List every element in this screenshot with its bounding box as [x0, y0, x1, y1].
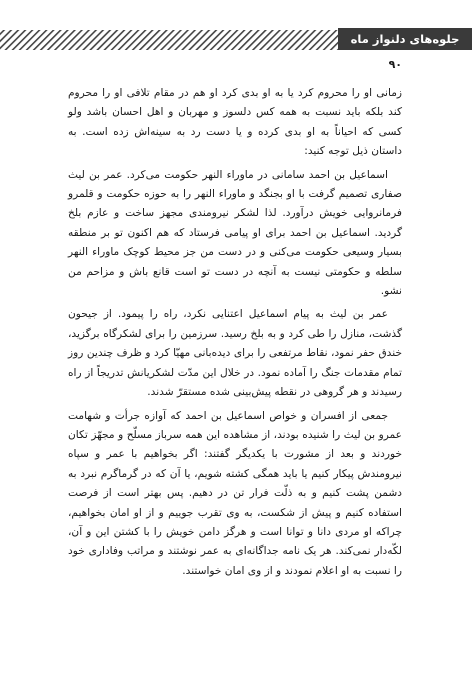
body-text [68, 84, 402, 585]
running-header [0, 26, 472, 54]
paragraph: اسماعیل بن احمد سامانی در ماوراء النهر حکومت می‌کرد. عمر بن لیث صفاری تصمیم گرفت با او بجنگد و ماوراء النهر را به حوزه حکومت و قلمرو فرمانروایی خویش درآورد. لذا لشکر نیرومندی مجهز ساخت و عازم بلخ گردید. اسماعیل بن احمد برای او پیامی فرستاد که هم اکنون تو بر منطقه بسیار وسیعی حکومت می‌کنی و در دست من جز محیط کوچک ماوراء النهر سلطه و حکومتی نیست به آنچه در دست تو است قانع باش و مزاحم من نشو. [68, 168, 402, 298]
paragraph: عمر بن لیث به پیام اسماعیل اعتنایی نکرد، راه را پیمود. از جیحون گذشت، منازل را طی کرد و به بلخ رسید. سرزمین را برای لشکرگاه برگزید، خندق حفر نمود، نقاط مرتفعی را برای دیده‌بانی مهیّا کرد و ظرف چندین روز تمام مقدمات جنگ را آماده نمود. در خلال این مدّت لشکریانش تدریجاً از راه رسیدند و هر گروهی در نقطه پیش‌بینی شده مستقرّ شدند. [68, 308, 402, 399]
page-number: ۹۰ [388, 58, 402, 71]
paragraph: جمعی از افسران و خواص اسماعیل بن احمد که آوازه جرأت و شهامت عمرو بن لیث را شنیده بودند، از مشاهده این همه سرباز مسلّح و مجهّز تکان خوردند و بعد از مشورت با یکدیگر گفتند: اگر بخواهیم با عمر و سپاه نیرومندش پیکار کنیم یا باید همگی کشته شویم، یا آن که در گرماگرم نبرد به دشمن پشت کنیم و به ذلّت فرار تن در دهیم. پس بهتر است از فرصت استفاده کنیم و پیش از شکست، به وی تقرب جوییم و از او امان بخواهیم، چراکه او مردی دانا و توانا است و هرگز دامن خویش را با کشتن این و آن، لکّه‌دار نمی‌کند. هر یک نامه جداگانه‌ای به عمر نوشتند و مراتب وفاداری خود را نسبت به او اعلام نمودند و از وی امان خواستند. [68, 409, 402, 577]
book-title: جلوه‌های دلنواز ماه [338, 28, 472, 50]
paragraph: زمانی او را محروم کرد یا به او بدی کرد او هم در مقام تلافی او را محروم کند بلکه باید نسبت به همه کس دلسوز و مهربان و اهل احسان باشد ولو کسی که احیاناً به او بدی کرده و یا دست رد به سینه‌اش زده است. به داستان ذیل توجه کنید: [68, 87, 402, 158]
